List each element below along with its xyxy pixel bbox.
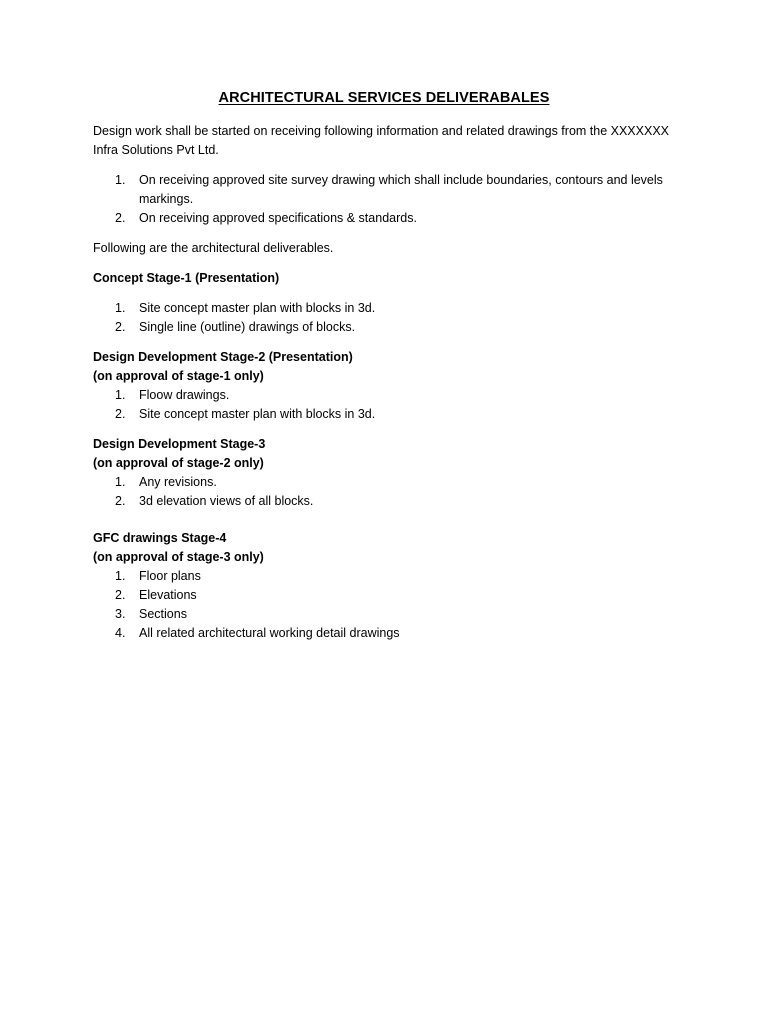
list-item-text: Sections <box>139 607 187 621</box>
document-title: ARCHITECTURAL SERVICES DELIVERABALES <box>218 90 550 106</box>
list-item-text: Floow drawings. <box>139 388 230 402</box>
list-item-text: Site concept master plan with blocks in 3d. <box>139 301 376 315</box>
stage4-list <box>93 567 673 643</box>
list-number: 2. <box>115 407 126 421</box>
list-item <box>93 386 673 405</box>
document-body <box>93 122 673 643</box>
list-item <box>93 299 673 318</box>
list-item <box>93 473 673 492</box>
list-number: 3. <box>115 607 126 621</box>
list-item-text: On receiving approved specifications & standards. <box>139 211 417 225</box>
list-number: 2. <box>115 494 126 508</box>
stage4-condition: (on approval of stage-3 only) <box>93 550 264 564</box>
list-item-text: Single line (outline) drawings of blocks. <box>139 320 356 334</box>
list-number: 1. <box>115 388 126 402</box>
stage3-list <box>93 473 673 511</box>
list-item <box>93 171 673 209</box>
list-item <box>93 318 673 337</box>
stage2-heading: Design Development Stage-2 (Presentation) <box>93 350 353 364</box>
stage3-condition: (on approval of stage-2 only) <box>93 456 264 470</box>
list-item-text: Elevations <box>139 588 197 602</box>
list-item-text: Floor plans <box>139 569 201 583</box>
stage1-list <box>93 299 673 337</box>
list-item <box>93 567 673 586</box>
list-item <box>93 586 673 605</box>
list-item-text: Site concept master plan with blocks in 3d. <box>139 407 376 421</box>
list-number: 2. <box>115 211 126 225</box>
list-item-text: Any revisions. <box>139 475 217 489</box>
list-number: 2. <box>115 320 126 334</box>
prerequisites-list <box>93 171 673 228</box>
list-item-text: 3d elevation views of all blocks. <box>139 494 314 508</box>
stage3-heading: Design Development Stage-3 <box>93 437 266 451</box>
stage1-heading: Concept Stage-1 (Presentation) <box>93 271 280 285</box>
list-number: 1. <box>115 173 126 187</box>
list-item <box>93 624 673 643</box>
list-number: 4. <box>115 626 126 640</box>
intro-paragraph: Design work shall be started on receiving following information and related drawings from the XXXXXXX Infra Solutions Pvt Ltd. <box>93 124 669 157</box>
list-item <box>93 492 673 511</box>
stage4-heading: GFC drawings Stage-4 <box>93 531 227 545</box>
deliverables-intro: Following are the architectural deliverables. <box>93 241 334 255</box>
list-item <box>93 405 673 424</box>
list-item-text: On receiving approved site survey drawing which shall include boundaries, contours and levels markings. <box>139 173 663 206</box>
stage2-condition: (on approval of stage-1 only) <box>93 369 264 383</box>
list-item <box>93 605 673 624</box>
list-number: 1. <box>115 569 126 583</box>
list-item-text: All related architectural working detail drawings <box>139 626 400 640</box>
list-number: 1. <box>115 301 126 315</box>
stage2-list <box>93 386 673 424</box>
list-number: 2. <box>115 588 126 602</box>
list-item <box>93 209 673 228</box>
list-number: 1. <box>115 475 126 489</box>
